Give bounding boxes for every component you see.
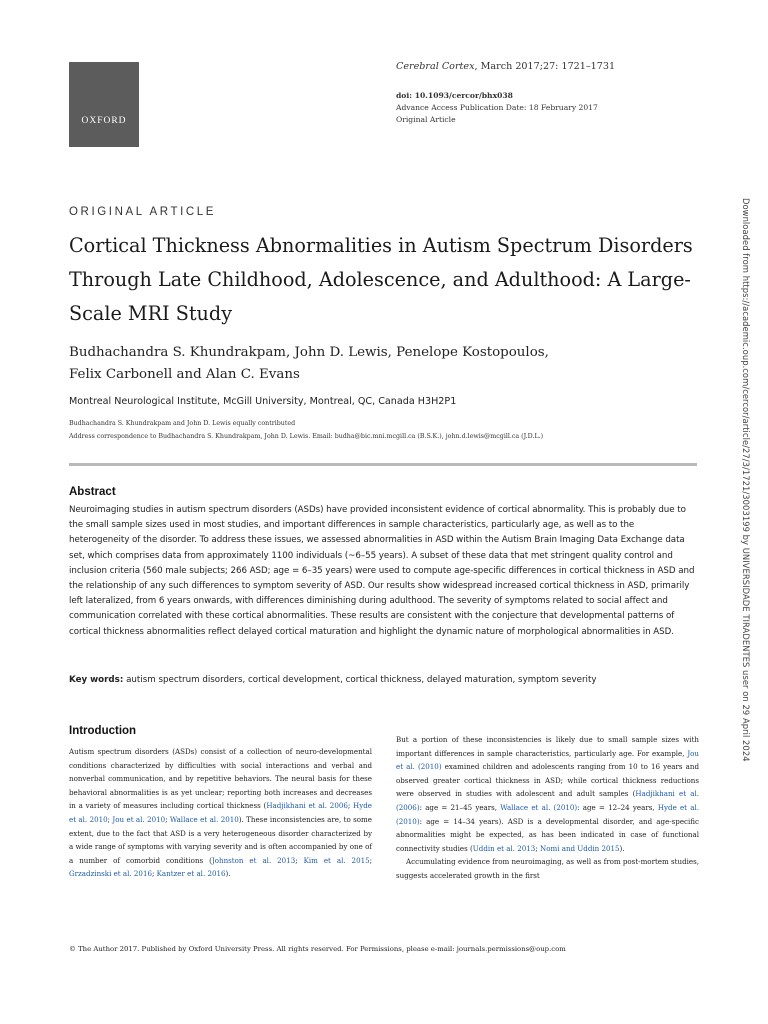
copyright-footer: © The Author 2017. Published by Oxford University Press. All rights reserved. For Permissions, please e-mail: journals.permissions@oup.com bbox=[69, 945, 566, 953]
body-text: Autism spectrum disorders (ASDs) consist of a collection of neuro-developmental conditions characterized by difficulties with social interactions and verbal and nonverbal communication, and by repetitive behaviors. The neural basis for these behavioral abnormalities is as yet unclear; reporting both increases and decreases in a variety of measures including cortical thickness ( bbox=[69, 747, 372, 811]
citation-link[interactable]: Nomi and Uddin 2015 bbox=[539, 843, 620, 853]
citation-link[interactable]: Wallace et al. (2010) bbox=[500, 802, 578, 812]
separator: ; bbox=[295, 855, 304, 865]
citation-link[interactable]: Wallace et al. 2010 bbox=[169, 814, 239, 824]
body-text: ). bbox=[619, 843, 625, 853]
section-divider bbox=[69, 463, 697, 466]
logo-text: OXFORD bbox=[81, 116, 127, 126]
citation-link[interactable]: Grzadzinski et al. 2016 bbox=[69, 869, 152, 879]
abstract-text: Neuroimaging studies in autism spectrum disorders (ASDs) have provided inconsistent evidence of cortical abnormality. This is probably due to the small sample sizes used in most studies, and important differences in sample characteristics, particularly age, as well as to the heterogeneity of the disorder. To address these issues, we assessed abnormalities in ASD within the Autism Brain Imaging Data Exchange data set, which comprises data from approximately 1100 individuals (~6–55 years). A subset of these data that met stringent quality control and inclusion criteria (560 male subjects; 266 ASD; age = 6–35 years) were used to compute age-specific differences in cortical thickness in ASD and the relationship of any such differences to symptom severity of ASD. Our results show widespread increased cortical thickness in ASD, primarily left lateralized, from 6 years onwards, with differences diminishing during adulthood. The severity of symptoms related to social affect and communication correlated with these cortical abnormalities. These results are consistent with the conjecture that developmental patterns of cortical thickness abnormalities reflect delayed cortical maturation and highlight the dynamic nature of morphological abnormalities in ASD. bbox=[69, 505, 695, 637]
author-list bbox=[69, 342, 709, 385]
journal-name: Cerebral Cortex bbox=[396, 61, 475, 72]
authors-line-1: Budhachandra S. Khundrakpam, John D. Lewis, Penelope Kostopoulos, bbox=[69, 345, 549, 360]
body-text: : age = 14–34 years). ASD is a developmental disorder, and age-specific abnormalities might be expected, as has been indicated in case of functional connectivity studies ( bbox=[396, 816, 699, 853]
keywords-list: autism spectrum disorders, cortical development, cortical thickness, delayed maturation, symptom severity bbox=[123, 675, 597, 685]
article-kicker: ORIGINAL ARTICLE bbox=[69, 206, 217, 218]
citation-link[interactable]: Kantzer et al. 2016 bbox=[156, 869, 226, 879]
separator: ; bbox=[107, 814, 113, 824]
keywords bbox=[69, 675, 697, 685]
separator: ; bbox=[347, 801, 354, 811]
download-watermark: Downloaded from https://academic.oup.com/cercor/article/27/3/1721/3003199 by UNIVERSIDADE TIRADENTES user on 29 April 2024 bbox=[741, 198, 751, 762]
citation-link[interactable]: Jou et al. 2010 bbox=[112, 814, 166, 824]
citation-link[interactable]: Hyde et al. (2010) bbox=[396, 802, 700, 826]
article-type: Original Article bbox=[396, 115, 456, 124]
keywords-label: Key words: bbox=[69, 675, 124, 685]
affiliation: Montreal Neurological Institute, McGill University, Montreal, QC, Canada H3H2P1 bbox=[69, 396, 457, 407]
body-text: examined children and adolescents ranging from 10 to 16 years and observed greater cortical thickness in ASD; while cortical thickness reductions were observed in studies with adolescent and adult samples ( bbox=[396, 762, 699, 799]
advance-access-date: Advance Access Publication Date: 18 February 2017 bbox=[396, 103, 598, 112]
article-title: Cortical Thickness Abnormalities in Autism Spectrum Disorders Through Late Childhood, Adolescence, and Adulthood: A Large-Scale MRI Study bbox=[69, 234, 693, 325]
journal-issue: , March 2017;27: 1721–1731 bbox=[474, 61, 616, 72]
separator: ; bbox=[535, 843, 540, 853]
separator: ; bbox=[165, 814, 170, 824]
citation-link[interactable]: Johnston et al. 2013 bbox=[211, 855, 296, 865]
doi[interactable]: doi: 10.1093/cercor/bhx038 bbox=[396, 91, 513, 100]
citation-link[interactable]: Kim et al. 2015 bbox=[303, 855, 370, 865]
citation-link[interactable]: Hadjikhani et al. 2006 bbox=[266, 801, 348, 811]
authors-line-2: Felix Carbonell and Alan C. Evans bbox=[69, 366, 300, 382]
correspondence-note: Address correspondence to Budhachandra S. Khundrakpam, John D. Lewis. Email: budha@bic.mni.mcgill.ca (B.S.K.), john.d.lewis@mcgill.ca (J.D.L.) bbox=[69, 433, 544, 440]
body-text: : age = 21–45 years, bbox=[419, 802, 501, 812]
citation-link[interactable]: Hadjikhani et al. (2006) bbox=[396, 789, 700, 812]
citation-link[interactable]: Uddin et al. 2013 bbox=[472, 843, 536, 853]
abstract-heading: Abstract bbox=[69, 486, 116, 498]
journal-citation bbox=[396, 61, 615, 72]
body-text: But a portion of these inconsistencies is likely due to small sample sizes with important differences in sample characteristics, particularly age. For example, bbox=[396, 735, 699, 758]
body-text: : age = 12–24 years, bbox=[577, 802, 658, 812]
introduction-right-column bbox=[396, 733, 699, 883]
introduction-heading: Introduction bbox=[69, 725, 137, 737]
body-text: ). bbox=[225, 869, 231, 879]
oxford-logo bbox=[69, 62, 139, 147]
separator: ; bbox=[151, 869, 157, 879]
citation-link[interactable]: Hyde et al. 2010 bbox=[69, 801, 372, 824]
body-text: ). These inconsistencies are, to some extent, due to the fact that ASD is a very heterogeneous disorder characterized by a wide range of symptoms with varying severity and is often accompanied by one of a number of comorbid conditions ( bbox=[69, 814, 372, 865]
citation-link[interactable]: Jou et al. (2010) bbox=[396, 748, 699, 772]
body-text: Accumulating evidence from neuroimaging, as well as from post-mortem studies, suggests accelerated growth in the first bbox=[396, 857, 699, 880]
introduction-left-column bbox=[69, 745, 372, 881]
contribution-note: Budhachandra S. Khundrakpam and John D. Lewis equally contributed bbox=[69, 420, 296, 427]
separator: ; bbox=[369, 855, 372, 865]
